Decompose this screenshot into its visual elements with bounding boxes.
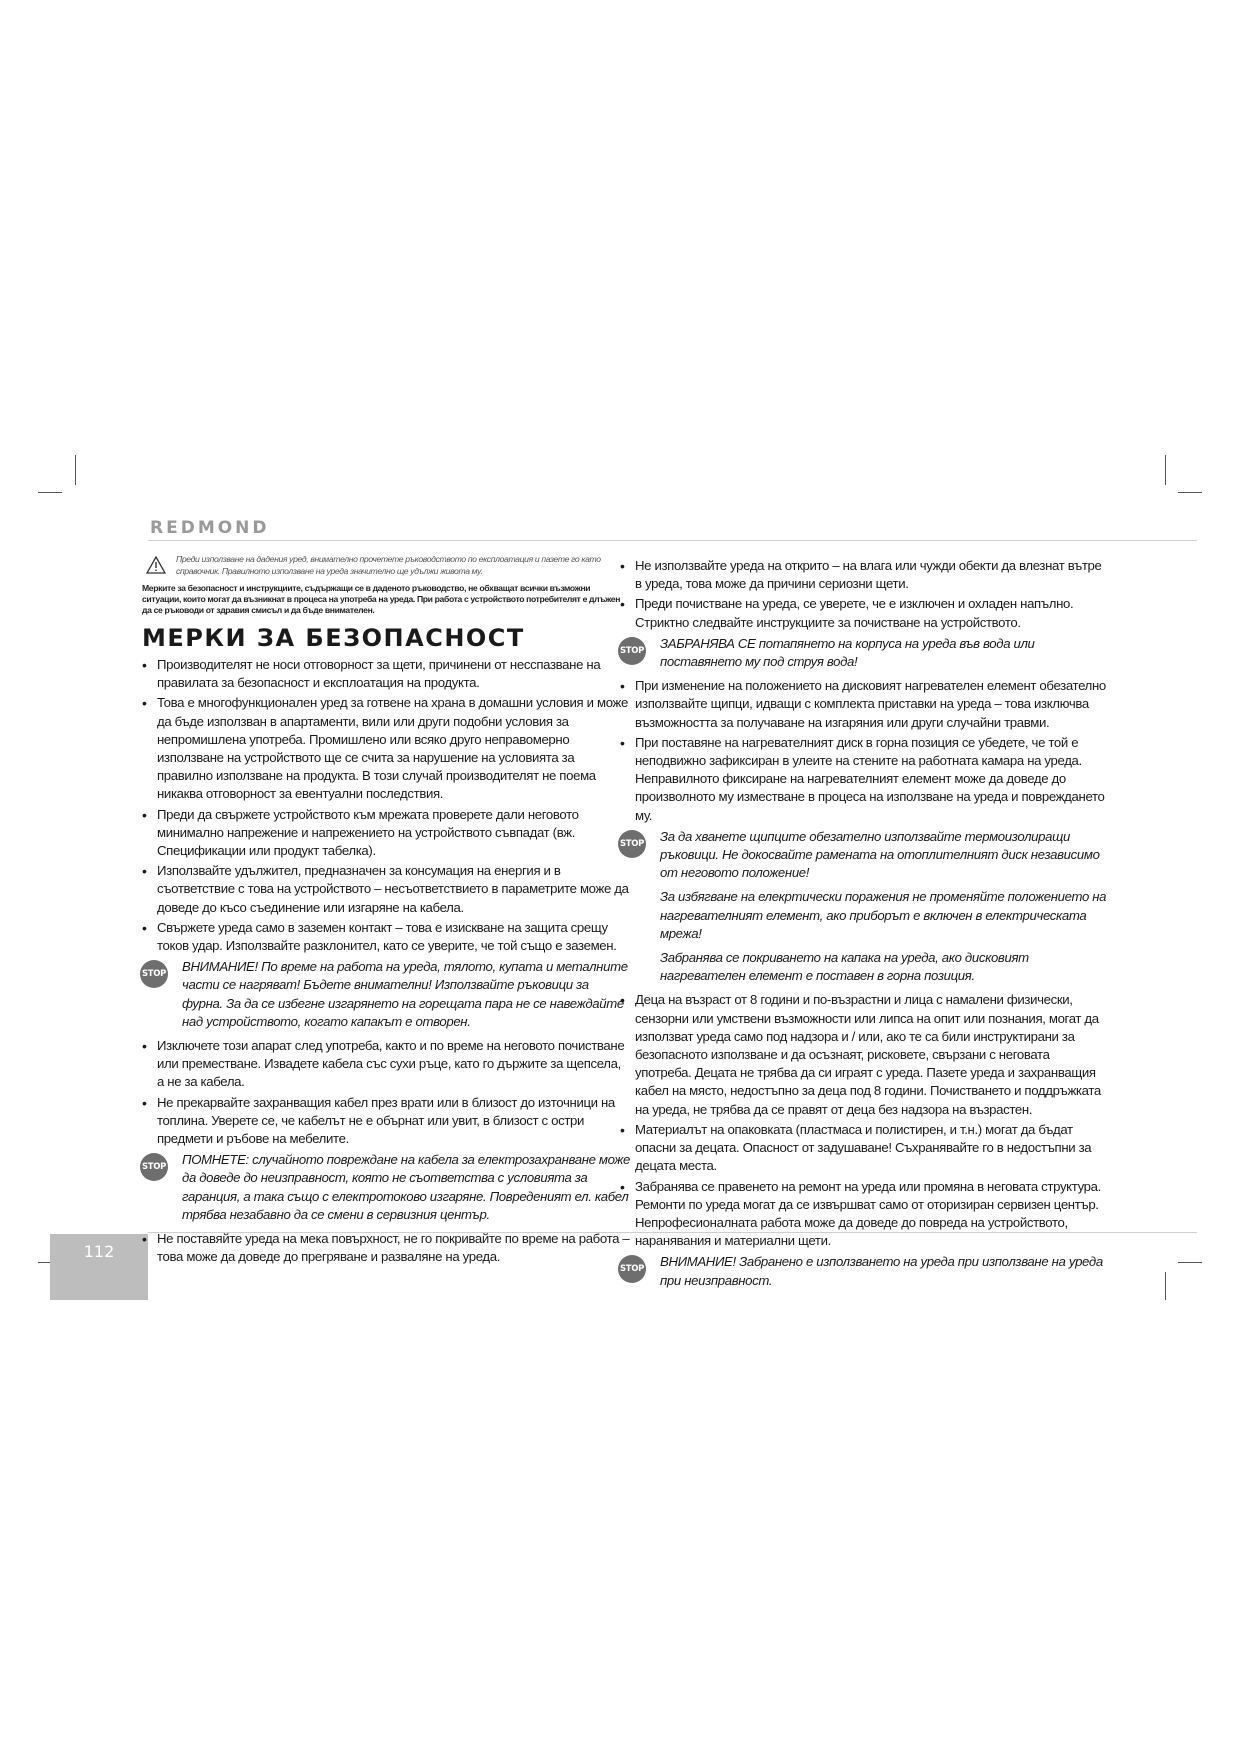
stop-warning-text: Забранява се покриването на капака на уреда, ако дисковият нагревателен елемент е поставен в горна позиция. [660, 950, 1029, 984]
list-item: • Деца на възраст от 8 години и по-възрастни и лица с намалени физически, сензорни или умствени възможности или липса на опит или познания, могат да използват уреда само под надзора и / или, ако те са били инструктирани за безопасното използване и да осъзнаят, рисковете, свързани с неговата употреба. Децата не трябва да си играят с уреда. Пазете уреда и захранващия кабел на място, недостъпно за деца под 8 години. Почистването и поддръжката на уреда, не трябва да се правят от деца без надзора на възрастен. [618, 991, 1108, 1118]
crop-mark [1178, 492, 1202, 493]
stop-icon: STOP [140, 960, 168, 988]
safety-disclaimer: Мерките за безопасност и инструкциите, съдържащи се в даденото ръководство, не обхващат всички възможни ситуации, които могат да възникнат в процеса на употреба на уреда. При работа с устройството потребителят е длъжен да се ръководи от здравия смисъл и да бъде внимателен. [142, 583, 621, 615]
list-item: • Не поставяйте уреда на мека повърхност, не го покривайте по време на работа – това може да доведе до прегряване и разваляне на уреда. [140, 1230, 630, 1266]
brand-logo: REDMOND [150, 518, 270, 538]
crop-mark [1165, 455, 1166, 485]
right-column [618, 557, 1108, 1296]
stop-warning-text: За да хванете щипците обезателно използвайте термоизолиращи ръковици. Не докосвайте рамената на отоплителният диск независимо от неговото положение! [660, 828, 1100, 881]
warning-icon [146, 556, 166, 577]
section-title: МЕРКИ ЗА БЕЗОПАСНОСТ [142, 624, 525, 652]
list-item: • Използвайте удължител, предназначен за консумация на енергия и в съответствие с това на устройството – несъответствието в параметрите може да доведе до късо съединение или изгаряне на кабела. [140, 862, 630, 917]
stop-warning [140, 958, 630, 1031]
stop-warning [618, 828, 1108, 986]
list-item: • Производителят не носи отговорност за щети, причинени от несспазване на правилата за безопасност и експлоатация на продукта. [140, 656, 630, 692]
stop-warning-text: ВНИМАНИЕ! Забранено е използването на уреда при използване на уреда при неизправност. [660, 1254, 1103, 1288]
stop-icon: STOP [140, 1153, 168, 1181]
list-item: • Свържете уреда само в заземен контакт – това е изискване на защита срещу токов удар. Използвайте разклонител, като се уверите, че той също е заземен. [140, 919, 630, 955]
stop-warning [618, 1253, 1108, 1289]
stop-icon: STOP [618, 1255, 646, 1283]
stop-warning-text: ПОМНЕТЕ: случайното повреждане на кабела за електрозахранване може да доведе до неизправност, която не съответства с условията за гаранция, а така също с електротоково изгаряне. Повреденият ел. кабел трябва незабавно да се смени в сервизния център. [182, 1152, 630, 1222]
crop-mark [1165, 1272, 1166, 1300]
list-item: • При изменение на положението на дисковият нагревателен елемент обезателно използвайте щипци, идващи с комплекта приставки на уреда – това изключва възможността за получаване на изгаряния или други случайни травми. [618, 677, 1108, 732]
list-item: • Материалът на опаковката (пластмаса и полистирен, и т.н.) могат да бъдат опасни за децата. Опасност от задушаване! Съхранявайте го в недостъпни за децата места. [618, 1121, 1108, 1176]
stop-warning-text: ВНИМАНИЕ! По време на работа на уреда, тялото, купата и металните части се нагряват! Бъдете внимателни! Използвайте ръковици за фурна. За да се избегне изгарянето на горещата пара не се навеждайте над устройството, когато капакът е отворен. [182, 959, 628, 1029]
crop-mark [38, 492, 62, 493]
usage-note-text: Преди използване на дадения уред, внимателно прочетете ръководството по експлоатация и пазете го като справочник. Правилното използване на уреда значително ще удължи живота му. [176, 554, 601, 576]
list-item: • Преди да свържете устройството към мрежата проверете дали неговото минимално напрежение и напрежението на устройството съвпадат (вж. Спецификации или продукт табелка). [140, 806, 630, 861]
stop-warning-text: За избягване на елекртически поражения не променяйте положението на нагревателният елемент, ако приборът е включен в електрическата мрежа! [660, 889, 1107, 941]
list-item: • При поставяне на нагревателният диск в горна позиция се убедете, че той е неподвижно зафиксиран в улеите на стените на работната камара на уреда. Неправилното фиксиране на нагревателният елемент може да доведе до произволното му изместване в процеса на използване на уреда и повреждането му. [618, 734, 1108, 825]
list-item: • Преди почистване на уреда, се уверете, че е изключен и охладен напълно. Стриктно следвайте инструкциите за почистване на устройството. [618, 595, 1108, 631]
crop-mark [75, 455, 76, 485]
stop-warning [618, 635, 1108, 671]
list-item: • Изключете този апарат след употреба, както и по време на неговото почистване или преместване. Извадете кабела със сухи ръце, като го държите за щепсела, а не за кабела. [140, 1037, 630, 1092]
crop-mark [1178, 1262, 1202, 1263]
page-number: 112 [83, 1242, 115, 1261]
list-item: • Не прекарвайте захранващия кабел през врати или в близост до източници на топлина. Уверете се, че кабелът не е обърнат или увит, в близост с остри предмети и ръбове на мебелите. [140, 1094, 630, 1149]
stop-icon: STOP [618, 830, 646, 858]
stop-icon: STOP [618, 637, 646, 665]
stop-warning-text: ЗАБРАНЯВА СЕ потапянето на корпуса на уреда във вода или поставянето му под струя вода! [660, 635, 1035, 670]
list-item: • Не използвайте уреда на открито – на влага или чужди обекти да влезнат вътре в уреда, това може да причини сериозни щети. [618, 557, 1108, 593]
stop-warning [140, 1151, 630, 1224]
left-column [140, 553, 630, 1269]
list-item: • Забранява се правенето на ремонт на уреда или промяна в неговата структура. Ремонти по уреда могат да се извършват само от оторизиран сервизен център. Непрофесионалната работа може да доведе до повреда на устройството, наранявания и материални щети. [618, 1178, 1108, 1251]
list-item: • Това е многофункционален уред за готвене на храна в домашни условия и може да бъде използван в апартаменти, вили или други подобни условия за непромишлена употреба. Промишлено или всяко друго неправомерно използване на устройството ще се счита за нарушение на условията за правилно използване на продукта. В този случай производителят не поема никаква отговорност за евентуални последствия. [140, 694, 630, 803]
header-divider [148, 540, 1197, 541]
usage-note [140, 553, 630, 579]
